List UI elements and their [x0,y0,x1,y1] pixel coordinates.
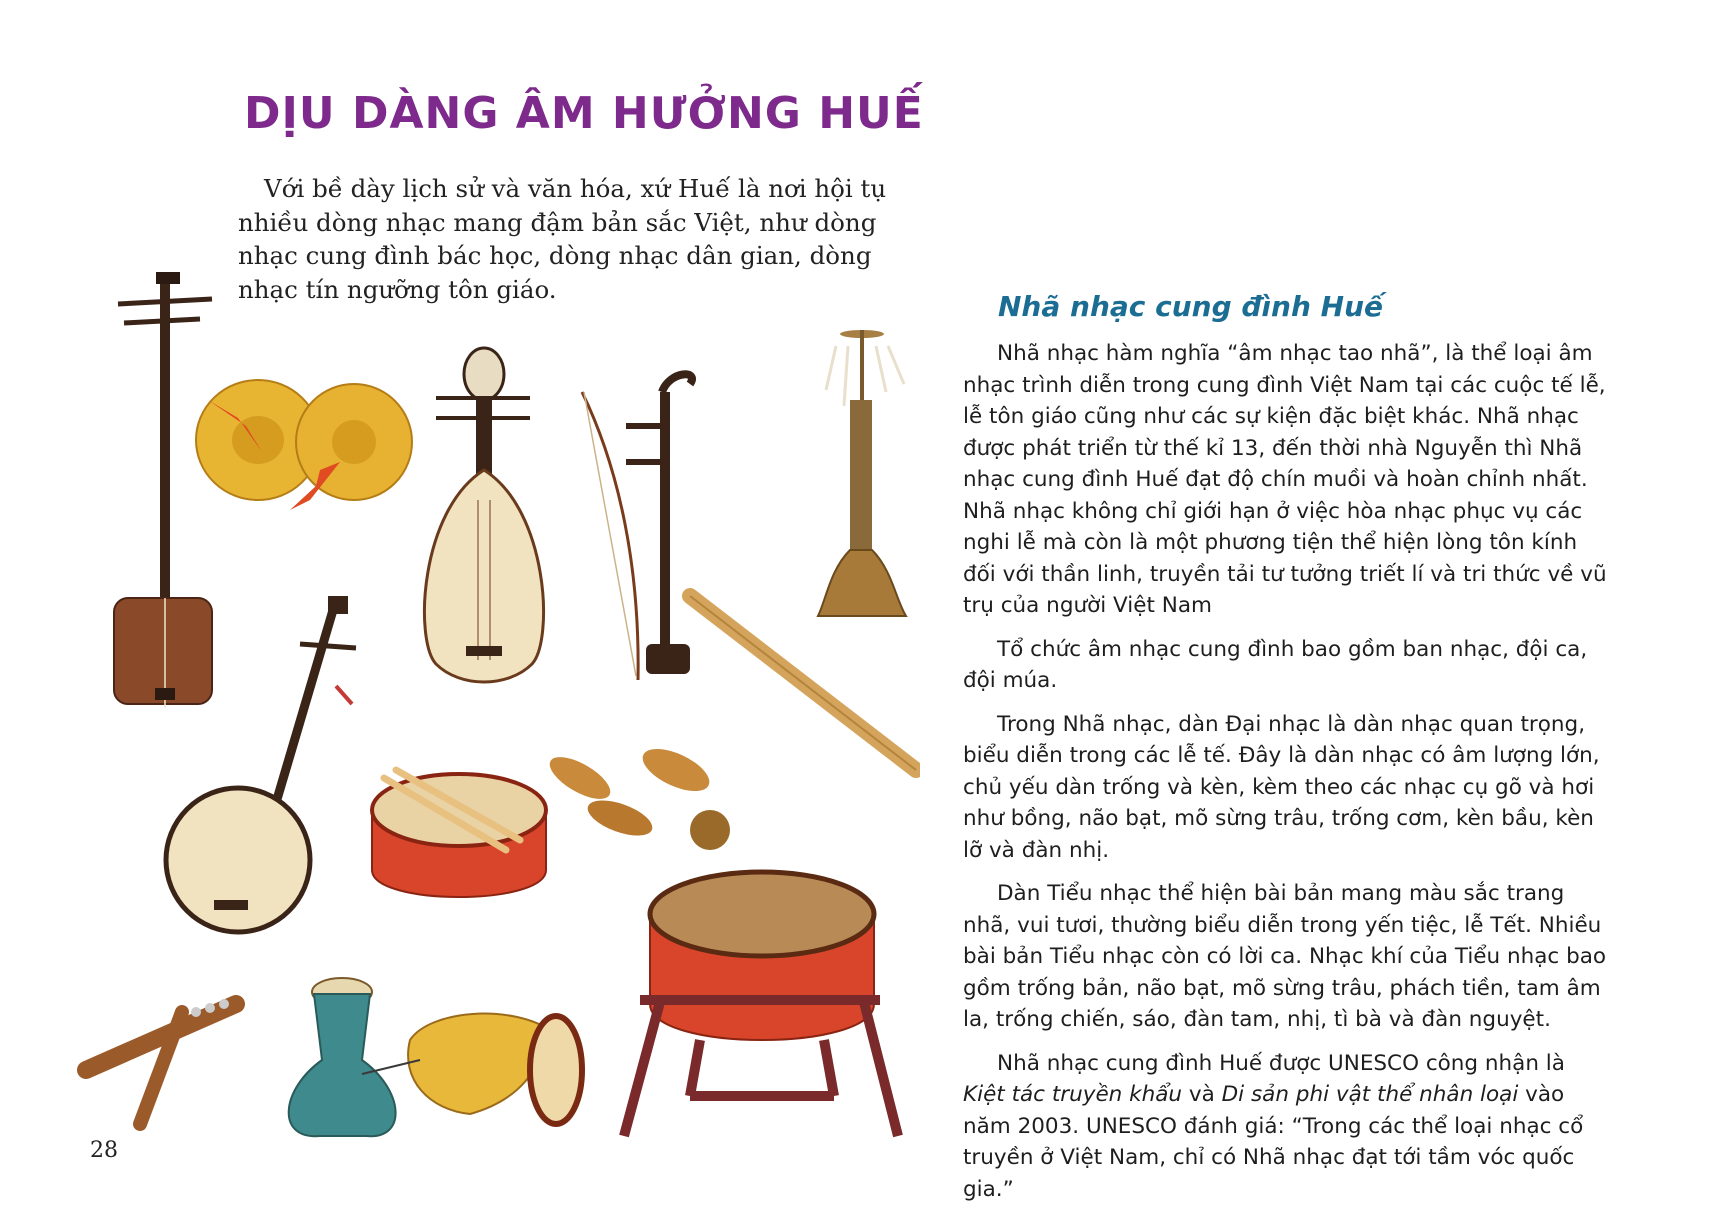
flute-icon [690,596,916,770]
section-heading: Nhã nhạc cung đình Huế [998,290,1383,323]
trong-ban-icon [372,770,546,897]
intro-paragraph: Với bề dày lịch sử và văn hóa, xứ Huế là nơi hội tụ nhiều dòng nhạc mang đậm bản sắc Việt, như dòng nhạc cung đình bác học, dòng nhạc dân gian, dòng nhạc tín ngưỡng tôn giáo. [238,174,887,304]
body-text [963,338,1613,1217]
page-title: DỊU DÀNG ÂM HƯỞNG HUẾ [244,88,924,139]
paragraph-2: Tổ chức âm nhạc cung đình bao gồm ban nhạc, đội ca, đội múa. [963,636,1588,693]
large-drum-icon [624,872,898,1136]
dan-tam-icon [114,272,212,708]
page-number: 28 [90,1138,118,1163]
fish-clappers-icon [544,740,730,850]
ken-bau-icon [818,330,906,616]
paragraph-1: Nhã nhạc hàm nghĩa “âm nhạc tao nhã”, là thể loại âm nhạc trình diễn trong cung đình Việt Nam tại các cuộc tế lễ, lễ tôn giáo cũng như các sự kiện đặc biệt khác. Nhã nhạc được phát triển từ thế kỉ 13, đến thời nhà Nguyễn thì Nhã nhạc cung đình Huế đạt độ chín muồi và hoàn chỉnh nhất. Nhã nhạc không chỉ giới hạn ở việc hòa nhạc phục vụ các nghi lễ mà còn là một phương tiện thể hiện lòng tôn kính đối với thần linh, truyền tải tư tưởng triết lí và tri thức về vũ trụ của người Việt Nam [963,341,1607,618]
cymbals-icon [196,380,412,510]
phach-icon [86,999,236,1124]
dan-nhi-icon [582,374,692,680]
paragraph-3: Trong Nhã nhạc, dàn Đại nhạc là dàn nhạc quan trọng, biểu diễn trong các lễ tế. Đây là dàn nhạc có âm lượng lớn, chủ yếu dàn trống và kèn, kèm theo các nhạc cụ gõ và hơi như bồng, não bạt, mõ sừng trâu, trống cơm, kèn bầu, kèn lỡ và đàn nhị. [963,711,1600,863]
goblet-drum-icon [289,978,396,1136]
paragraph-5: Nhã nhạc cung đình Huế được UNESCO công nhận là Kiệt tác truyền khẩu và Di sản phi vật thể nhân loại vào năm 2003. UNESCO đánh giá: “Trong các thể loại nhạc cổ truyền ở Việt Nam, chỉ có Nhã nhạc đạt tới tầm vóc quốc gia.” [963,1050,1584,1202]
ti-ba-icon [424,348,543,682]
paragraph-4: Dàn Tiểu nhạc thể hiện bài bản mang màu sắc trang nhã, vui tươi, thường biểu diễn trong yến tiệc, lễ Tết. Nhiều bài bản Tiểu nhạc còn có lời ca. Nhạc khí của Tiểu nhạc bao gồm trống bản, não bạt, mõ sừng trâu, phách tiền, tam âm la, trống chiến, sáo, đàn tam, nhị, tì bà và đàn nguyệt. [963,881,1607,1032]
